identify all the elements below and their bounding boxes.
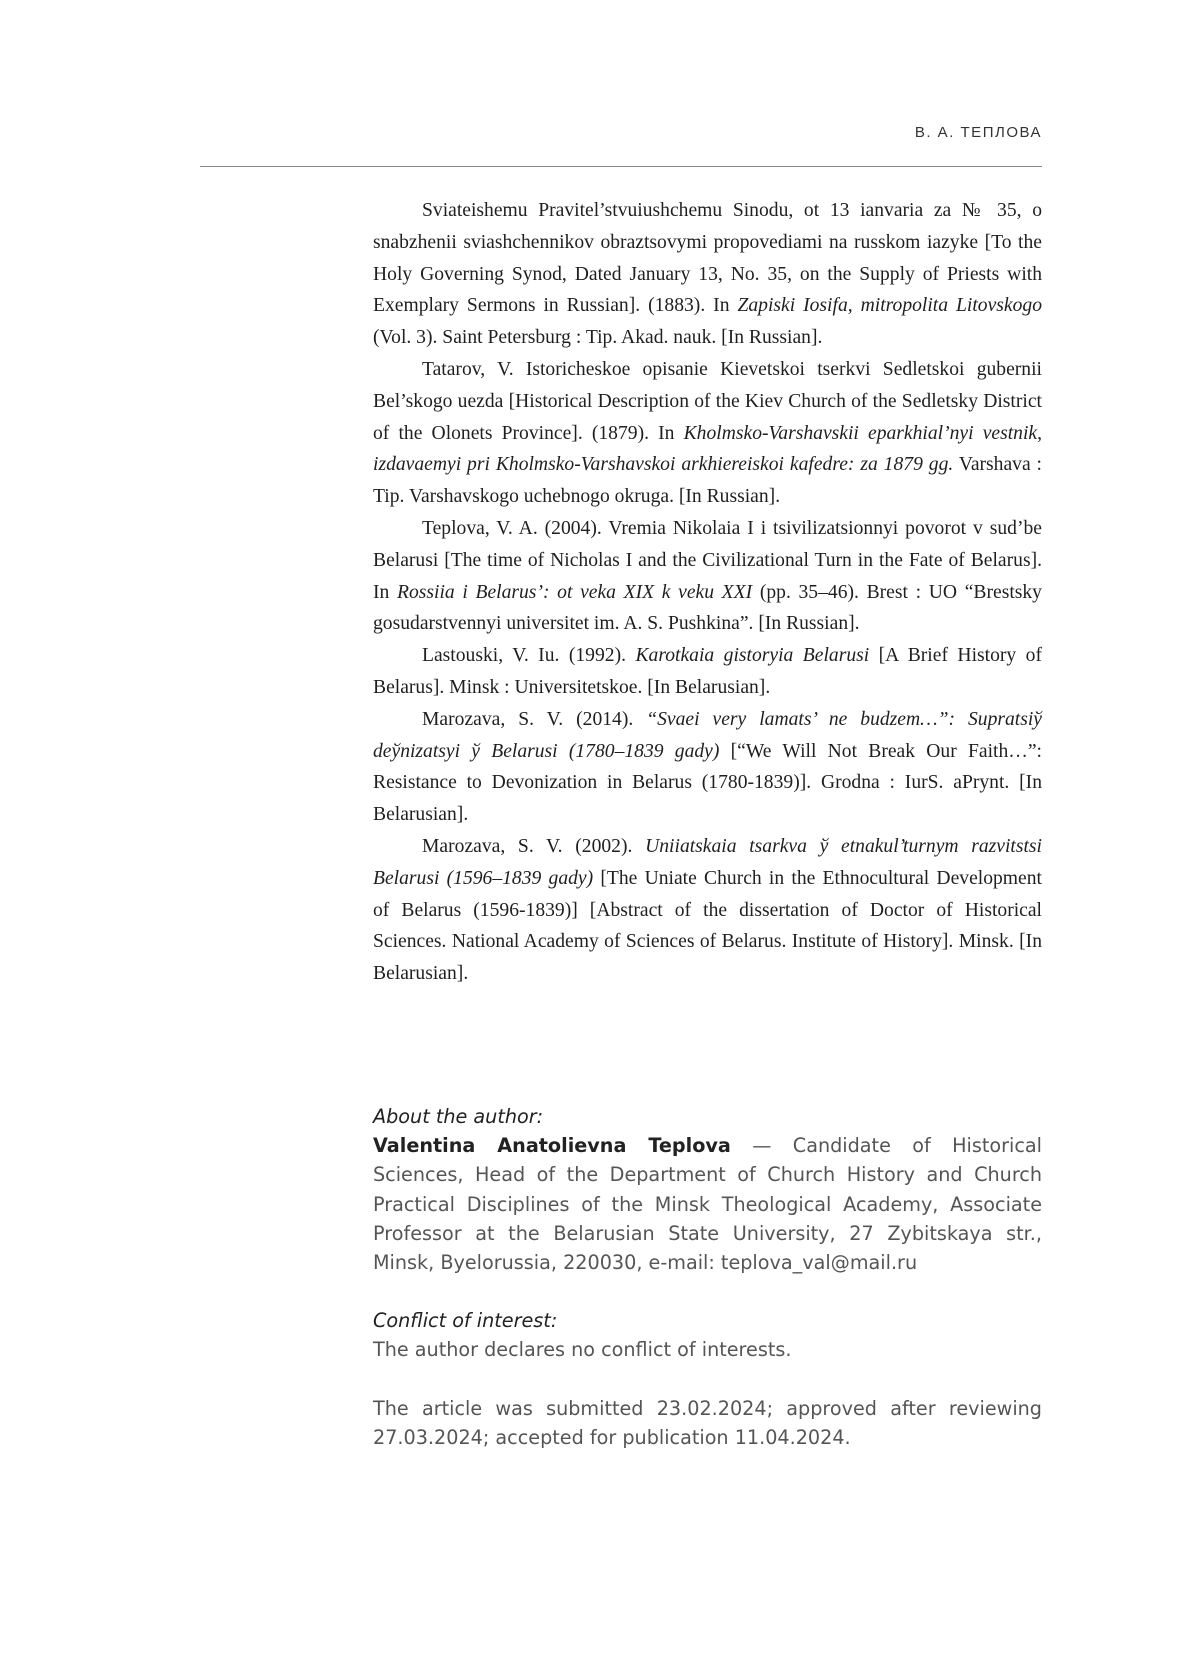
reference-entry (373, 704, 1042, 831)
reference-entry (373, 640, 1042, 704)
author-bio (373, 1131, 1042, 1277)
reference-text: [The Uniate Church in the Ethnocultural Development of Belarus (1596-1839)] [Abstract of the dissertation of Doctor of Historical Sciences. National Academy of Sciences of Belarus. Institute of History]. Minsk. [In Belarusian]. (373, 867, 1042, 985)
reference-text: Varshava : Tip. Varshavskogo uchebnogo okruga. [In Russian]. (373, 454, 1042, 508)
author-info (373, 1102, 1042, 1452)
reference-entry (373, 513, 1042, 640)
reference-text: Marozava, S. V. (2014). (422, 708, 647, 730)
reference-text: Marozava, S. V. (2002). (422, 835, 646, 857)
reference-entry (373, 354, 1042, 513)
conflict-text: The author declares no conflict of interests. (373, 1338, 792, 1362)
reference-text: Lastouski, V. Iu. (1992). (422, 645, 636, 667)
author-name: Valentina Anatolievna Teplova (373, 1134, 731, 1158)
reference-title: Kholmsko-Varshavskii eparkhial’nyi vestnik, izdavaemyi pri Kholmsko-Varshavskoi arkhiereiskoi kafedre: za 1879 gg. (373, 422, 1042, 476)
reference-title: “Svaei very lamats’ ne budzem…”: Supratsiў deўnizatsyi ў Belarusi (1780–1839 gady) (373, 708, 1042, 762)
reference-text: (pp. 35–46). Brest : UO “Brestsky gosudarstvennyi universitet im. A. S. Pushkina”. [In Russian]. (373, 581, 1042, 635)
reference-text: Teplova, V. A. (2004). Vremia Nikolaia I i tsivilizatsionnyi povorot v sud’be Belarusi [The time of Nicholas I and the Civilizational Turn in the Fate of Belarus]. In (373, 517, 1042, 603)
reference-title: Zapiski Iosifa, mitropolita Litovskogo (737, 295, 1042, 317)
about-author-heading: About the author: (373, 1105, 544, 1128)
reference-entry (373, 831, 1042, 990)
header-rule (200, 166, 1042, 167)
submission-dates: The article was submitted 23.02.2024; approved after reviewing 27.03.2024; accepted for publication 11.04.2024. (373, 1396, 1042, 1449)
reference-text: (Vol. 3). Saint Petersburg : Tip. Akad. nauk. [In Russian]. (373, 327, 823, 349)
reference-title: Karotkaia gistoryia Belarusi (635, 645, 870, 667)
reference-text: Sviateishemu Pravitel’stvuiushchemu Sinodu, ot 13 ianvaria za № 35, o snabzhenii sviashchennikov obraztsovymi propovediami na russkom iazyke [To the Holy Governing Synod, Dated January 13, No. 35, on the Supply of Priests with Exemplary Sermons in Russian]. (1883). In (373, 200, 1042, 317)
reference-title: Uniiatskaia tsarkva ў etnakul’turnym razvitstsi Belarusi (1596–1839 gady) (373, 835, 1042, 889)
reference-text: Tatarov, V. Istoricheskoe opisanie Kievetskoi tserkvi Sedletskoi gubernii Bel’skogo uezda [Historical Description of the Kiev Church of the Sedletsky District of the Olonets Province]. (1879). In (373, 358, 1042, 444)
reference-list (373, 195, 1042, 990)
author-description: — Candidate of Historical Sciences, Head of the Department of Church History and Church Practical Disciplines of the Minsk Theological Academy, Associate Professor at the Belarusian State University, 27 Zybitskaya str., Minsk, Byelorussia, 220030, e-mail: teplova_val@mail.ru (373, 1134, 1042, 1275)
running-head: В. А. ТЕПЛОВА (914, 124, 1042, 141)
reference-text: [“We Will Not Break Our Faith…”: Resistance to Devonization in Belarus (1780-1839)]. Grodna : IurS. aPrynt. [In Belarusian]. (373, 740, 1042, 826)
reference-title: Rossiia i Belarus’: ot veka XIX k veku XXI (397, 581, 753, 603)
reference-entry (373, 195, 1042, 354)
conflict-heading: Conflict of interest: (373, 1309, 558, 1333)
spacer (373, 1277, 1042, 1306)
reference-text: [A Brief History of Belarus]. Minsk : Universitetskoe. [In Belarusian]. (373, 645, 1042, 698)
spacer (373, 1365, 1042, 1394)
